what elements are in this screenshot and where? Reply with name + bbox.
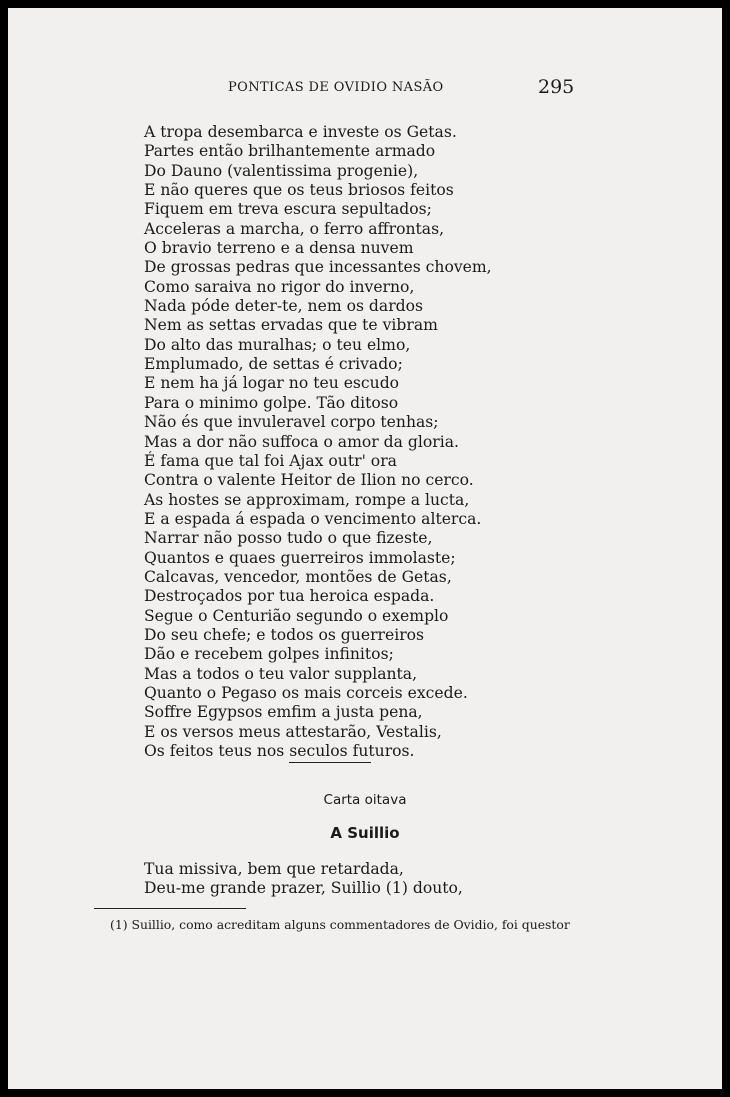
verse-line: As hostes se approximam, rompe a lucta,: [144, 490, 470, 509]
footnote: (1) Suillio, como acreditam alguns commentadores de Ovidio, foi questor: [110, 917, 570, 932]
verse-line: Segue o Centurião segundo o exemplo: [144, 606, 449, 625]
verse-line: Dão e recebem golpes infinitos;: [144, 645, 394, 664]
verse-line: Como saraiva no rigor do inverno,: [144, 277, 415, 296]
verse-line: Os feitos teus nos seculos futuros.: [144, 742, 415, 760]
verse-line: Destroçados por tua heroica espada.: [144, 587, 435, 606]
verse-line: De grossas pedras que incessantes chovem,: [144, 258, 492, 277]
letter-addressee: A Suillio: [330, 824, 400, 842]
running-title: PONTICAS DE OVIDIO NASÃO: [228, 80, 444, 95]
verse-line: Não és que invuleravel corpo tenhas;: [144, 413, 439, 432]
verse-line: Emplumado, de settas é crivado;: [144, 355, 403, 374]
verse-line: Partes então brilhantemente armado: [144, 142, 436, 161]
verse-line: Tua missiva, bem que retardada,: [144, 860, 404, 878]
verse-line: Narrar não posso tudo o que fizeste,: [144, 529, 433, 548]
verse-line: Calcavas, vencedor, montões de Getas,: [144, 567, 452, 586]
verse-line: Fiquem em treva escura sepultados;: [144, 200, 432, 219]
poem-body: [144, 123, 492, 761]
verse-line: Soffre Egypsos emfim a justa pena,: [144, 703, 423, 722]
verse-line: Mas a todos o teu valor supplanta,: [144, 664, 418, 683]
page-number: 295: [538, 76, 575, 98]
verse-line: Quanto o Pegaso os mais corceis excede.: [144, 683, 468, 702]
verse-line: É fama que tal foi Ajax outr' ora: [144, 451, 397, 470]
verse-line: E os versos meus attestarão, Vestalis,: [144, 722, 442, 741]
letter-body: [144, 860, 463, 899]
verse-line: Deu-me grande prazer, Suillio (1) douto,: [144, 879, 463, 898]
verse-line: Quantos e quaes guerreiros immolaste;: [144, 548, 456, 567]
verse-line: Acceleras a marcha, o ferro affrontas,: [144, 219, 445, 238]
verse-line: Nada póde deter-te, nem os dardos: [144, 297, 424, 316]
verse-line: Do Dauno (valentissima progenie),: [144, 161, 419, 180]
verse-line: Nem as settas ervadas que te vibram: [144, 316, 438, 335]
verse-line: Do alto das muralhas; o teu elmo,: [144, 335, 411, 354]
footnote-rule: [94, 908, 246, 909]
verse-line: A tropa desembarca e investe os Getas.: [144, 123, 457, 141]
verse-line: E nem ha já logar no teu escudo: [144, 374, 400, 393]
section-divider: [289, 762, 371, 763]
verse-line: Contra o valente Heitor de Ilion no cerco.: [144, 471, 474, 490]
verse-line: Mas a dor não suffoca o amor da gloria.: [144, 432, 459, 451]
verse-line: E a espada á espada o vencimento alterca.: [144, 509, 482, 528]
verse-line: Do seu chefe; e todos os guerreiros: [144, 625, 425, 644]
verse-line: Para o minimo golpe. Tão ditoso: [144, 393, 399, 412]
verse-line: O bravio terreno e a densa nuvem: [144, 239, 414, 258]
letter-title: Carta oitava: [323, 792, 407, 808]
verse-line: E não queres que os teus briosos feitos: [144, 181, 454, 200]
